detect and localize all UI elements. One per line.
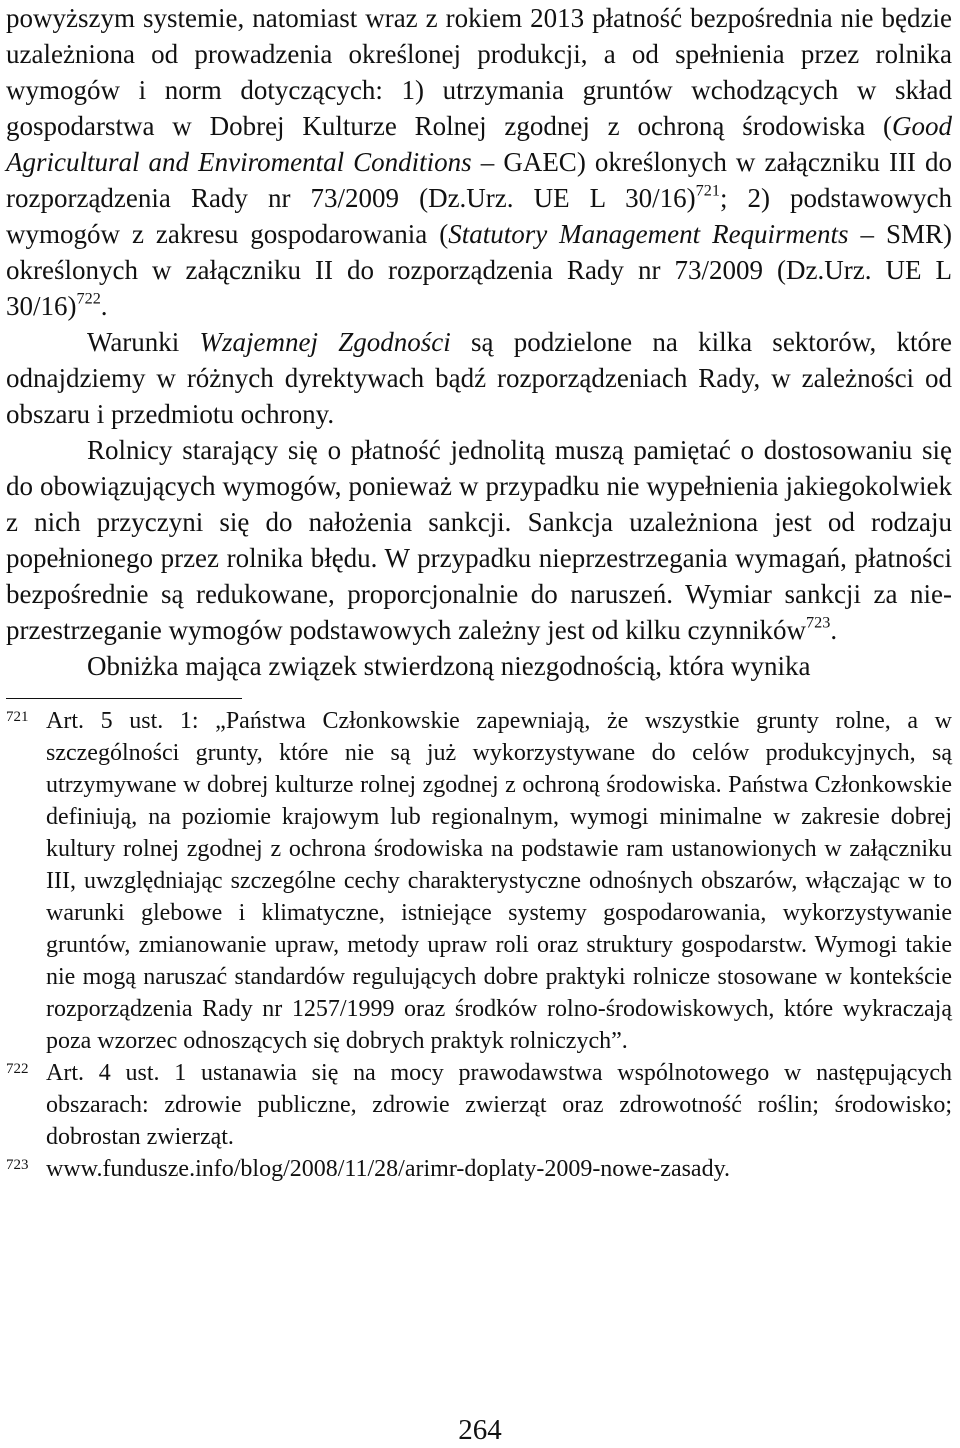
paragraph-1-text-b: – GAEC) określonych w załączniku III do rozporządzenia Rady nr 73/2009 (Dz.Urz. UE L 30/16): [6, 147, 952, 213]
paragraph-4: [6, 648, 952, 684]
footnote-url-link[interactable]: www.fundusze.info/blog/2008/11/28/arimr-doplaty-2009-nowe-zasady.: [46, 1156, 731, 1182]
paragraph-1-italic-b: Statutory Management Requirments: [448, 219, 849, 249]
footnote-ref-721[interactable]: 721: [695, 181, 720, 200]
paragraph-3: [6, 432, 952, 648]
paragraph-2-text-b: są podzielone na kilka sektorów, które odnajdziemy w różnych dyrektywach bądź rozporządzeniach Rady, w zależności od obszaru i przedmiotu ochrony.: [6, 327, 952, 429]
footnote-ref-723[interactable]: 723: [806, 613, 831, 632]
paragraph-2-text-a: Warunki: [87, 327, 200, 357]
footnotes: [6, 705, 952, 1185]
paragraph-1-text-e: .: [100, 291, 108, 321]
paragraph-3-text-b: .: [830, 615, 838, 645]
footnote-721: [6, 705, 952, 1057]
footnote-number: 723: [6, 1157, 29, 1173]
paragraph-4-text: Obniżka mająca związek stwierdzoną niezgodnością, która wynika: [87, 651, 811, 681]
footnote-722: [6, 1057, 952, 1153]
paragraph-1-text-a: powyższym systemie, natomiast wraz z rokiem 2013 płatność bezpośrednia nie będzie uzależniona od prowadzenia określonej produkcji, a od spełnienia przez rolnika wymogów i norm dotyczących: 1) utrzymania gruntów wchodzących w skład gospodarstwa w Dobrej Kulturze Rolnej zgodnej z ochroną środowiska (: [6, 3, 952, 141]
footnote-723: [6, 1153, 952, 1185]
main-text: [6, 0, 952, 684]
document-page: [6, 0, 952, 1185]
footnote-number: 721: [6, 709, 29, 725]
paragraph-2-italic: Wzajemnej Zgodności: [199, 327, 451, 357]
footnote-number: 722: [6, 1061, 29, 1077]
footnote-ref-722[interactable]: 722: [76, 289, 101, 308]
paragraph-1-text-d: – SMR) określonych w załączniku II do rozporządzenia Rady nr 73/2009 (Dz.Urz. UE L 30/16): [6, 219, 952, 321]
footnote-separator: [6, 698, 242, 699]
paragraph-1-text-c: ; 2) podstawowych wymogów z zakresu gospodarowania (: [6, 183, 953, 249]
paragraph-2: [6, 324, 952, 432]
page-number: 264: [458, 1414, 502, 1446]
footnote-text: Art. 5 ust. 1: „Państwa Członkowskie zapewniają, że wszystkie grunty rolne, a w szczególności grunty, które nie są już wykorzystywane do celów produkcyjnych, są utrzymywane w dobrej kulturze rolnej zgodnej z ochroną środowiska. Państwa Członkowskie definiują, na poziomie krajowym lub regionalnym, wymogi minimalne w zakresie dobrej kultury rolnej zgodnej z ochrona środowiska na podstawie ram ustanowionych w załączniku III, uwzględniając szczególne cechy charakterystyczne odnośnych obszarów, włączając w to warunki glebowe i klimatyczne, istniejące systemy gospodarowania, wykorzystywanie gruntów, zmianowanie upraw, metody upraw roli oraz struktury gospodarstw. Wymogi takie nie mogą naruszać standardów regulujących dobre praktyki rolnicze stosowane w kontekście rozporządzenia Rady nr 1257/1999 oraz środków rolno-środowiskowych, które wykraczają poza wzorzec odnoszących się dobrych praktyk rolniczych”.: [46, 708, 952, 1054]
paragraph-3-text-a: Rolnicy starający się o płatność jednolitą muszą pamiętać o dostosowaniu się do obowiązujących wymogów, ponieważ w przypadku nie wypełnienia jakiegokolwiek z nich przyczyni się do nałożenia sankcji. Sankcja uzależniona jest od rodzaju popełnionego przez rolnika błędu. W przypadku nieprzestrzegania wymagań, płatności bezpośrednie są redukowane, proporcjonalnie do naruszeń. Wymiar sankcji za nie-przestrzeganie wymogów podstawowych zależny jest od kilku czynników: [6, 435, 952, 645]
footnote-text: Art. 4 ust. 1 ustanawia się na mocy prawodawstwa wspólnotowego w następujących obszarach: zdrowie publiczne, zdrowie zwierząt oraz zdrowotność roślin; środowisko; dobrostan zwierząt.: [46, 1060, 952, 1150]
paragraph-1: [6, 0, 952, 324]
paragraph-1-italic-a: Good Agricultural and Enviromental Conditions: [6, 111, 952, 177]
